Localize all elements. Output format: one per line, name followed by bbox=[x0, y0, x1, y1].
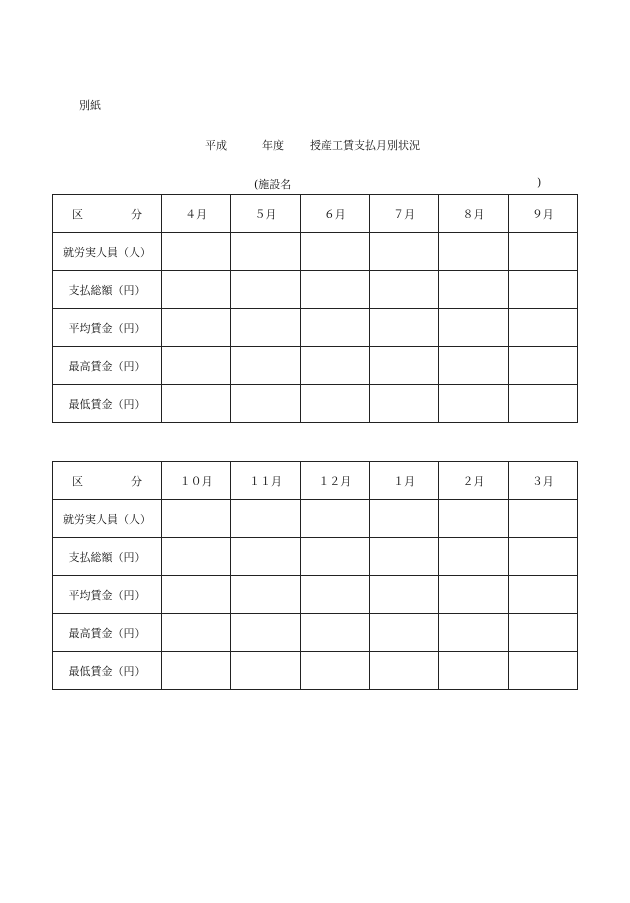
table-row bbox=[53, 652, 578, 690]
row-label: 就労実人員（人） bbox=[53, 500, 162, 538]
data-cell bbox=[300, 576, 369, 614]
data-cell bbox=[162, 576, 231, 614]
category-header: 区 分 bbox=[53, 462, 162, 500]
data-cell bbox=[300, 500, 369, 538]
data-cell bbox=[369, 614, 438, 652]
category-header: 区 分 bbox=[53, 195, 162, 233]
row-label: 最低賃金（円） bbox=[53, 652, 162, 690]
data-cell bbox=[369, 347, 438, 385]
monthly-table-second-half bbox=[52, 461, 578, 690]
month-header: ４月 bbox=[162, 195, 231, 233]
month-header: １１月 bbox=[231, 462, 300, 500]
data-cell bbox=[162, 500, 231, 538]
data-cell bbox=[439, 385, 508, 423]
table-row bbox=[53, 233, 578, 271]
data-cell bbox=[231, 385, 300, 423]
data-cell bbox=[508, 614, 577, 652]
data-cell bbox=[162, 233, 231, 271]
data-cell bbox=[439, 652, 508, 690]
monthly-table-first-half bbox=[52, 194, 578, 423]
data-cell bbox=[439, 233, 508, 271]
row-label: 最高賃金（円） bbox=[53, 614, 162, 652]
table-header-row bbox=[53, 462, 578, 500]
data-cell bbox=[231, 233, 300, 271]
data-cell bbox=[508, 347, 577, 385]
table-row bbox=[53, 347, 578, 385]
data-cell bbox=[369, 233, 438, 271]
data-cell bbox=[508, 652, 577, 690]
data-cell bbox=[231, 538, 300, 576]
month-header: １０月 bbox=[162, 462, 231, 500]
data-cell bbox=[231, 309, 300, 347]
table-header-row bbox=[53, 195, 578, 233]
data-cell bbox=[369, 538, 438, 576]
document-title: 授産工賃支払月別状況 bbox=[310, 139, 420, 152]
row-label: 最高賃金（円） bbox=[53, 347, 162, 385]
data-cell bbox=[162, 652, 231, 690]
month-header: ７月 bbox=[369, 195, 438, 233]
data-cell bbox=[369, 500, 438, 538]
table-row bbox=[53, 614, 578, 652]
data-cell bbox=[508, 271, 577, 309]
data-cell bbox=[231, 271, 300, 309]
data-cell bbox=[162, 271, 231, 309]
data-cell bbox=[162, 309, 231, 347]
data-cell bbox=[300, 309, 369, 347]
row-label: 支払総額（円） bbox=[53, 271, 162, 309]
data-cell bbox=[439, 309, 508, 347]
month-header: ６月 bbox=[300, 195, 369, 233]
data-cell bbox=[300, 614, 369, 652]
row-label: 平均賃金（円） bbox=[53, 309, 162, 347]
table-row bbox=[53, 576, 578, 614]
month-header: ２月 bbox=[439, 462, 508, 500]
month-header: ９月 bbox=[508, 195, 577, 233]
data-cell bbox=[231, 614, 300, 652]
data-cell bbox=[300, 233, 369, 271]
data-cell bbox=[508, 385, 577, 423]
data-cell bbox=[231, 652, 300, 690]
data-cell bbox=[231, 500, 300, 538]
table-row bbox=[53, 271, 578, 309]
row-label: 最低賃金（円） bbox=[53, 385, 162, 423]
facility-name-close: ) bbox=[537, 176, 542, 189]
data-cell bbox=[162, 538, 231, 576]
data-cell bbox=[369, 385, 438, 423]
data-cell bbox=[369, 652, 438, 690]
data-cell bbox=[162, 614, 231, 652]
data-cell bbox=[439, 347, 508, 385]
data-cell bbox=[300, 347, 369, 385]
data-cell bbox=[300, 271, 369, 309]
data-cell bbox=[300, 538, 369, 576]
month-header: １月 bbox=[369, 462, 438, 500]
data-cell bbox=[439, 500, 508, 538]
facility-name-open: (施設名 bbox=[254, 178, 292, 191]
data-cell bbox=[439, 614, 508, 652]
row-label: 支払総額（円） bbox=[53, 538, 162, 576]
table-row bbox=[53, 309, 578, 347]
data-cell bbox=[439, 538, 508, 576]
fiscal-year-label: 年度 bbox=[262, 139, 284, 152]
data-cell bbox=[369, 271, 438, 309]
data-cell bbox=[231, 576, 300, 614]
row-label: 就労実人員（人） bbox=[53, 233, 162, 271]
month-header: ３月 bbox=[508, 462, 577, 500]
month-header: １２月 bbox=[300, 462, 369, 500]
data-cell bbox=[439, 576, 508, 614]
table-row bbox=[53, 500, 578, 538]
data-cell bbox=[300, 652, 369, 690]
data-cell bbox=[369, 576, 438, 614]
data-cell bbox=[300, 385, 369, 423]
table-row bbox=[53, 538, 578, 576]
data-cell bbox=[231, 347, 300, 385]
data-cell bbox=[508, 500, 577, 538]
data-cell bbox=[162, 385, 231, 423]
row-label: 平均賃金（円） bbox=[53, 576, 162, 614]
data-cell bbox=[369, 309, 438, 347]
table-row bbox=[53, 385, 578, 423]
month-header: ８月 bbox=[439, 195, 508, 233]
data-cell bbox=[508, 576, 577, 614]
attachment-label: 別紙 bbox=[79, 99, 101, 112]
data-cell bbox=[508, 538, 577, 576]
data-cell bbox=[439, 271, 508, 309]
month-header: ５月 bbox=[231, 195, 300, 233]
era-label: 平成 bbox=[205, 139, 227, 152]
data-cell bbox=[508, 309, 577, 347]
data-cell bbox=[162, 347, 231, 385]
data-cell bbox=[508, 233, 577, 271]
